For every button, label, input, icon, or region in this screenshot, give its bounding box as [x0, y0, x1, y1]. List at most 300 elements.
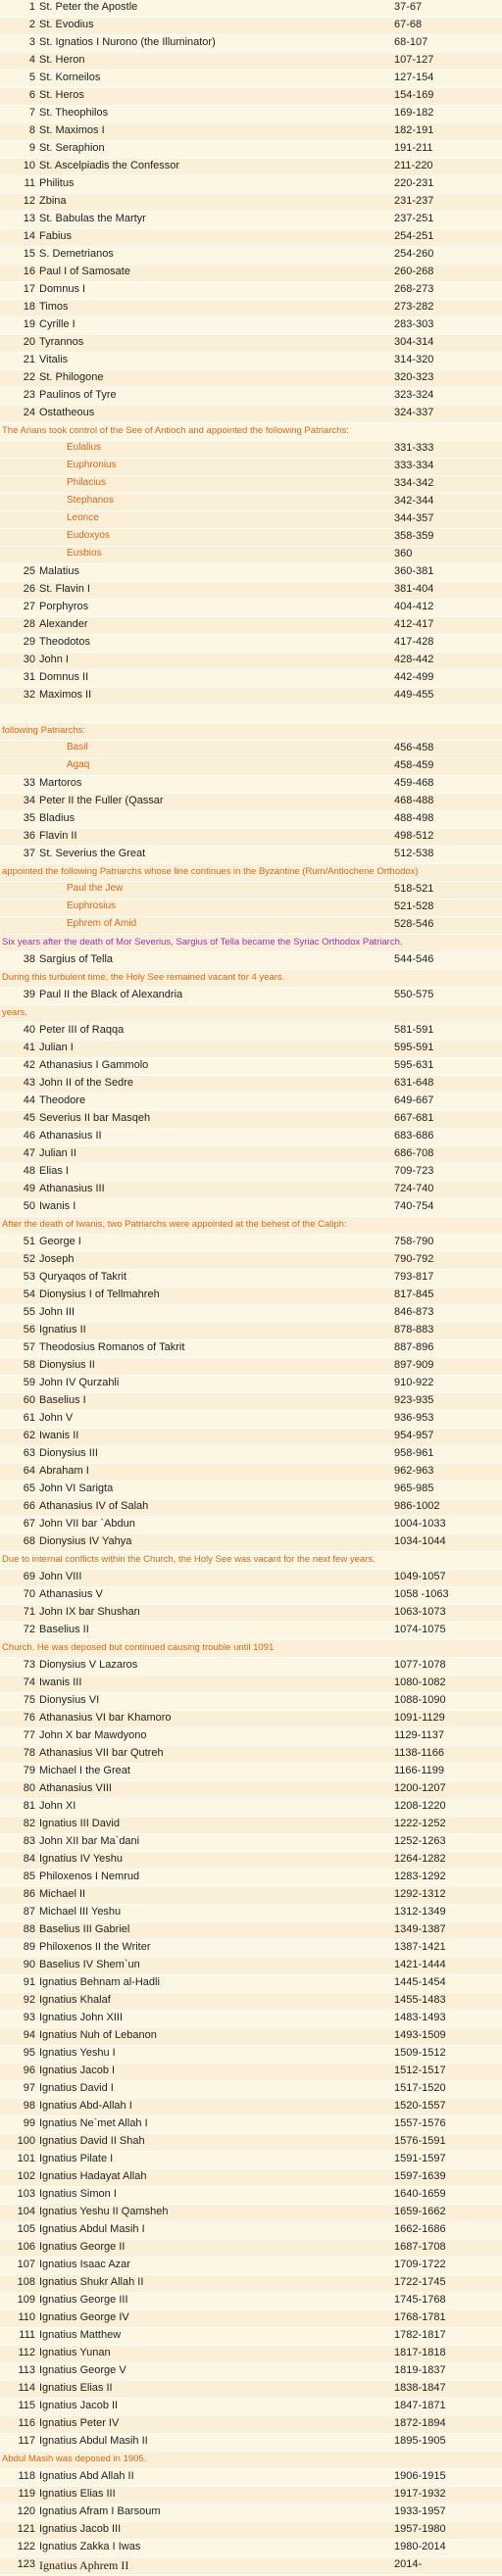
- patriarch-years: 1208-1220: [394, 1800, 446, 1812]
- table-row: [0, 300, 502, 317]
- patriarch-number: 26: [23, 583, 35, 595]
- patriarch-name: Iwanis I: [39, 1200, 76, 1212]
- patriarch-number: 67: [23, 1518, 35, 1530]
- table-row: [0, 2416, 502, 2434]
- patriarch-years: 1980-2014: [394, 2541, 446, 2552]
- table-row: [0, 2328, 502, 2346]
- table-row: [0, 2557, 502, 2575]
- patriarch-number: 96: [23, 2065, 35, 2076]
- patriarch-years: 1283-1292: [394, 1871, 446, 1882]
- table-row: [0, 1129, 502, 1146]
- table-row: [0, 1517, 502, 1534]
- table-row: [0, 1323, 502, 1340]
- patriarch-number: 54: [23, 1288, 35, 1300]
- table-row: [0, 2011, 502, 2028]
- patriarch-number: 68: [23, 1535, 35, 1547]
- rival-patriarch-name: Euphronius: [67, 460, 117, 470]
- patriarch-years: 1077-1078: [394, 1659, 446, 1671]
- patriarch-years: 1222-1252: [394, 1818, 446, 1829]
- patriarch-name: St. Heros: [39, 89, 84, 101]
- patriarch-name: Athanasius I Gammolo: [39, 1059, 149, 1071]
- history-note: Abdul Masih was deposed in 1905.: [2, 2454, 147, 2464]
- patriarch-name: John III: [39, 1306, 75, 1318]
- patriarch-years: 1292-1312: [394, 1888, 446, 1900]
- rival-patriarch-name: Stephanos: [67, 495, 114, 506]
- patriarch-number: 1: [28, 1, 35, 13]
- patriarch-name: Athanasius VII bar Qutreh: [39, 1747, 164, 1759]
- rival-patriarch-row: [0, 441, 502, 459]
- table-row: [0, 2540, 502, 2557]
- table-row: [0, 847, 502, 864]
- patriarch-number: 74: [23, 1677, 35, 1688]
- patriarch-number: 35: [23, 812, 35, 824]
- rival-patriarch-years: 518-521: [394, 883, 434, 895]
- table-row: [0, 1728, 502, 1746]
- history-note-row: [0, 2452, 502, 2469]
- patriarch-years: 910-922: [394, 1377, 434, 1388]
- table-row: [0, 265, 502, 282]
- table-row: [0, 617, 502, 635]
- table-row: [0, 1499, 502, 1517]
- patriarch-years: 878-883: [394, 1324, 434, 1336]
- patriarch-name: Zbina: [39, 195, 67, 207]
- patriarch-number: 50: [23, 1200, 35, 1212]
- patriarch-years: 1597-1639: [394, 2170, 446, 2182]
- patriarch-name: Ignatius Abd Allah II: [39, 2470, 134, 2482]
- patriarch-name: Ignatius Peter IV: [39, 2417, 120, 2429]
- patriarch-number: 60: [23, 1394, 35, 1406]
- patriarch-number: 7: [28, 107, 35, 119]
- table-row: [0, 1764, 502, 1781]
- patriarch-years: 37-67: [394, 1, 423, 13]
- patriarch-years: 1819-1837: [394, 2364, 446, 2376]
- patriarch-years: 1455-1483: [394, 1994, 446, 2006]
- patriarch-years: 1817-1818: [394, 2347, 446, 2358]
- table-row: [0, 1182, 502, 1199]
- rival-patriarch-name: Agaq: [67, 759, 90, 770]
- table-row: [0, 212, 502, 229]
- patriarch-name: Iwanis II: [39, 1430, 79, 1441]
- patriarch-number: 98: [23, 2100, 35, 2112]
- patriarch-years: 107-127: [394, 54, 434, 66]
- patriarch-name: Ignatius Hadayat Allah: [39, 2170, 147, 2182]
- patriarch-years: 686-708: [394, 1147, 434, 1159]
- table-row: [0, 2346, 502, 2363]
- patriarch-years: 260-268: [394, 266, 434, 277]
- patriarch-number: 38: [23, 953, 35, 965]
- patriarch-years: 1591-1597: [394, 2153, 446, 2164]
- patriarch-number: 13: [23, 213, 35, 224]
- patriarch-name: Ignatius Khalaf: [39, 1994, 111, 2006]
- patriarch-number: 94: [23, 2029, 35, 2041]
- patriarch-years: 442-499: [394, 671, 434, 683]
- table-row: [0, 1376, 502, 1393]
- patriarch-name: St. Heron: [39, 54, 85, 66]
- patriarch-years: 1004-1033: [394, 1518, 446, 1530]
- patriarch-years: 268-273: [394, 283, 434, 295]
- patriarch-name: Baselius III Gabriel: [39, 1923, 130, 1935]
- patriarch-years: 1493-1509: [394, 2029, 446, 2041]
- patriarch-number: 14: [23, 230, 35, 242]
- patriarch-name: St. Korneilos: [39, 72, 101, 83]
- patriarch-number: 43: [23, 1077, 35, 1089]
- patriarch-name: Ignatius II: [39, 1324, 86, 1336]
- table-row: [0, 176, 502, 194]
- patriarch-number: 78: [23, 1747, 35, 1759]
- patriarch-number: 8: [28, 124, 35, 136]
- patriarch-number: 69: [23, 1571, 35, 1582]
- patriarch-name: Ignatius Nuh of Lebanon: [39, 2029, 157, 2041]
- patriarch-name: Ignatius Isaac Azar: [39, 2259, 130, 2270]
- rival-patriarch-row: [0, 476, 502, 494]
- rival-patriarch-row: [0, 882, 502, 899]
- patriarch-years: 631-648: [394, 1077, 434, 1089]
- patriarch-name: Baselius I: [39, 1394, 86, 1406]
- patriarch-years: 1483-1493: [394, 2012, 446, 2023]
- patriarch-name: Ignatius Pilate I: [39, 2153, 114, 2164]
- patriarch-years: 1687-1708: [394, 2241, 446, 2253]
- patriarch-number: 119: [18, 2488, 35, 2500]
- table-row: [0, 1111, 502, 1129]
- patriarch-number: 34: [23, 795, 35, 806]
- patriarch-name: Paulinos of Tyre: [39, 389, 117, 401]
- history-note: After the death of Iwanis, two Patriarchs were appointed at the behest of the Caliph:: [2, 1219, 347, 1230]
- patriarch-number: 15: [23, 248, 35, 260]
- table-row: [0, 1905, 502, 1922]
- patriarch-years: 182-191: [394, 124, 434, 136]
- rival-patriarch-years: 360: [394, 548, 413, 559]
- table-row: [0, 1975, 502, 1993]
- patriarch-years: 237-251: [394, 213, 434, 224]
- patriarch-name: Peter III of Raqqa: [39, 1024, 125, 1036]
- patriarch-name: George I: [39, 1236, 81, 1247]
- table-row: [0, 1358, 502, 1376]
- patriarch-years: 1387-1421: [394, 1941, 446, 1953]
- table-row: [0, 2381, 502, 2399]
- patriarch-name: Dionysius V Lazaros: [39, 1659, 138, 1671]
- patriarch-number: 6: [28, 89, 35, 101]
- patriarch-years: 1659-1662: [394, 2206, 446, 2217]
- patriarch-name: Abraham I: [39, 1465, 89, 1477]
- table-row: [0, 811, 502, 829]
- patriarch-number: 55: [23, 1306, 35, 1318]
- patriarch-years: 544-546: [394, 953, 434, 965]
- patriarch-name: Athanasius II: [39, 1130, 102, 1142]
- table-row: [0, 1693, 502, 1711]
- patriarch-name: Ignatius Simon I: [39, 2188, 117, 2200]
- patriarch-name: S. Demetrianos: [39, 248, 114, 260]
- patriarch-years: 220-231: [394, 177, 434, 189]
- patriarch-name: Dionysius IV Yahya: [39, 1535, 132, 1547]
- rival-patriarch-years: 342-344: [394, 495, 434, 507]
- table-row: [0, 88, 502, 106]
- table-row: [0, 2399, 502, 2416]
- patriarch-number: 82: [23, 1818, 35, 1829]
- patriarch-name: St. Babulas the Martyr: [39, 213, 146, 224]
- patriarch-number: 111: [19, 2329, 35, 2341]
- patriarch-name: Baselius IV Shem`un: [39, 1959, 140, 1970]
- patriarch-name: John IX bar Shushan: [39, 1606, 140, 1618]
- patriarch-name: Ignatius George IV: [39, 2311, 129, 2323]
- patriarch-name: Cyrille I: [39, 318, 75, 330]
- rival-patriarch-name: Ephrem of Amid: [67, 918, 137, 929]
- patriarch-number: 105: [17, 2223, 35, 2235]
- table-row: [0, 2275, 502, 2293]
- patriarch-name: Michael III Yeshu: [39, 1906, 122, 1918]
- patriarch-name: Ignatius George III: [39, 2294, 128, 2306]
- history-note: During this turbulent time, the Holy See remained vacant for 4 years.: [2, 972, 285, 983]
- rival-patriarch-row: [0, 741, 502, 758]
- patriarch-years: 412-417: [394, 618, 434, 630]
- patriarch-number: 44: [23, 1094, 35, 1106]
- patriarch-number: 46: [23, 1130, 35, 1142]
- rival-patriarch-name: Philacius: [67, 477, 107, 488]
- patriarch-name: St. Ignatios I Nurono (the Illuminator): [39, 36, 216, 48]
- patriarch-name: Michael I the Great: [39, 1765, 130, 1776]
- patriarch-number: 61: [23, 1412, 35, 1424]
- patriarch-years: 323-324: [394, 389, 434, 401]
- patriarch-name: Michael II: [39, 1888, 86, 1900]
- patriarch-number: 58: [23, 1359, 35, 1371]
- table-row: [0, 2152, 502, 2169]
- table-row: [0, 688, 502, 705]
- patriarch-number: 71: [23, 1606, 35, 1618]
- patriarch-years: 488-498: [394, 812, 434, 824]
- patriarch-years: 1129-1137: [394, 1729, 444, 1741]
- patriarch-name: Timos: [39, 301, 69, 313]
- history-note-row: [0, 1640, 502, 1658]
- patriarch-number: 22: [23, 371, 35, 383]
- patriarch-years: 1917-1932: [394, 2488, 446, 2500]
- patriarch-years: 417-428: [394, 636, 434, 648]
- patriarch-number: 83: [23, 1835, 35, 1847]
- blank-row: [0, 705, 502, 723]
- patriarch-years: 381-404: [394, 583, 434, 595]
- patriarch-years: 1445-1454: [394, 1976, 446, 1988]
- table-row: [0, 2258, 502, 2275]
- patriarch-years: 846-873: [394, 1306, 434, 1318]
- table-row: [0, 1464, 502, 1482]
- patriarch-number: 102: [17, 2170, 35, 2182]
- patriarch-years: 1662-1686: [394, 2223, 446, 2235]
- patriarch-name: John V: [39, 1412, 74, 1424]
- history-note-row: [0, 935, 502, 952]
- patriarch-number: 117: [18, 2435, 35, 2447]
- patriarch-years: 273-282: [394, 301, 434, 313]
- patriarch-name: Malatius: [39, 565, 79, 577]
- rival-patriarch-years: 521-528: [394, 900, 434, 912]
- patriarch-number: 89: [23, 1941, 35, 1953]
- patriarch-number: 100: [17, 2135, 35, 2147]
- patriarch-years: 649-667: [394, 1094, 434, 1106]
- table-row: [0, 2205, 502, 2222]
- table-row: [0, 2293, 502, 2310]
- patriarch-name: Theodosius Romanos of Takrit: [39, 1341, 185, 1353]
- patriarch-number: 42: [23, 1059, 35, 1071]
- patriarch-number: 66: [23, 1500, 35, 1512]
- table-row: [0, 1870, 502, 1887]
- history-note: Due to internal conflicts within the Church, the Holy See was vacant for the next few years.: [2, 1554, 376, 1565]
- patriarch-number: 109: [17, 2294, 35, 2306]
- patriarch-name: Ignatius Yeshu I: [39, 2047, 116, 2059]
- rival-patriarch-row: [0, 917, 502, 935]
- patriarch-number: 116: [18, 2417, 35, 2429]
- patriarch-years: 324-337: [394, 407, 434, 418]
- patriarch-number: 95: [23, 2047, 35, 2059]
- table-row: [0, 1993, 502, 2011]
- table-row: [0, 1199, 502, 1217]
- patriarch-name: Paul II the Black of Alexandria: [39, 989, 183, 1000]
- patriarch-name: Theodotos: [39, 636, 90, 648]
- patriarch-number: 32: [23, 689, 35, 701]
- patriarch-number: 114: [18, 2382, 35, 2394]
- patriarch-years: 1049-1057: [394, 1571, 446, 1582]
- table-row: [0, 106, 502, 123]
- rival-patriarch-row: [0, 459, 502, 476]
- table-row: [0, 1411, 502, 1429]
- patriarch-number: 110: [18, 2311, 35, 2323]
- rival-patriarch-name: Eusbios: [67, 548, 102, 559]
- table-row: [0, 35, 502, 53]
- patriarch-number: 104: [17, 2206, 35, 2217]
- patriarch-name: Theodore: [39, 1094, 86, 1106]
- table-row: [0, 1834, 502, 1852]
- table-row: [0, 1482, 502, 1499]
- patriarch-number: 123: [17, 2558, 35, 2570]
- patriarch-number: 21: [23, 354, 35, 365]
- table-row: [0, 282, 502, 300]
- table-row: [0, 1658, 502, 1676]
- patriarch-name: Sargius of Tella: [39, 953, 114, 965]
- patriarch-number: 76: [23, 1712, 35, 1724]
- history-note-row: [0, 723, 502, 741]
- patriarch-years: 709-723: [394, 1165, 434, 1177]
- table-row: [0, 1164, 502, 1182]
- patriarch-number: 81: [23, 1800, 35, 1812]
- table-row: [0, 2187, 502, 2205]
- patriarch-name: St. Maximos I: [39, 124, 105, 136]
- patriarch-number: 115: [18, 2400, 35, 2411]
- patriarch-number: 112: [18, 2347, 35, 2358]
- table-row: [0, 952, 502, 970]
- patriarch-number: 87: [23, 1906, 35, 1918]
- patriarch-years: 283-303: [394, 318, 434, 330]
- patriarch-years: 1838-1847: [394, 2382, 446, 2394]
- patriarch-name: Ignatius III David: [39, 1818, 120, 1829]
- rival-patriarch-row: [0, 494, 502, 511]
- patriarch-name: Ignatius Abd-Allah I: [39, 2100, 132, 2112]
- patriarch-number: 77: [23, 1729, 35, 1741]
- patriarch-years: 449-455: [394, 689, 434, 701]
- patriarch-years: 550-575: [394, 989, 434, 1000]
- table-row: [0, 123, 502, 141]
- patriarch-number: 5: [28, 72, 35, 83]
- table-row: [0, 2169, 502, 2187]
- rival-patriarch-name: Leonce: [67, 512, 99, 523]
- patriarch-number: 19: [23, 318, 35, 330]
- patriarch-name: Ignatius Aphrem II: [39, 2558, 129, 2572]
- rival-patriarch-row: [0, 547, 502, 564]
- patriarch-name: Quryaqos of Takrit: [39, 1271, 127, 1283]
- table-row: [0, 370, 502, 388]
- table-row: [0, 564, 502, 582]
- history-note: following Patriarchs:: [2, 725, 86, 736]
- table-row: [0, 1534, 502, 1552]
- patriarch-name: John VIII: [39, 1571, 82, 1582]
- history-note: The Arians took control of the See of Antioch and appointed the following Patriarchs:: [2, 425, 349, 436]
- patriarch-number: 86: [23, 1888, 35, 1900]
- patriarch-number: 12: [23, 195, 35, 207]
- patriarch-number: 88: [23, 1923, 35, 1935]
- patriarch-years: 254-260: [394, 248, 434, 260]
- patriarch-name: Ostatheous: [39, 407, 95, 418]
- history-note: years.: [2, 1007, 27, 1018]
- rival-patriarch-years: 333-334: [394, 460, 434, 471]
- patriarch-number: 52: [23, 1253, 35, 1265]
- rival-patriarch-name: Eulalius: [67, 442, 102, 453]
- patriarch-name: Ignatius Abdul Masih II: [39, 2435, 148, 2447]
- table-row: [0, 600, 502, 617]
- patriarch-years: 1895-1905: [394, 2435, 446, 2447]
- patriarch-years: 923-935: [394, 1394, 434, 1406]
- table-row: [0, 1623, 502, 1640]
- table-row: [0, 2240, 502, 2258]
- table-row: [0, 1041, 502, 1058]
- table-row: [0, 353, 502, 370]
- history-note-row: [0, 423, 502, 441]
- patriarch-number: 47: [23, 1147, 35, 1159]
- patriarch-years: 68-107: [394, 36, 428, 48]
- patriarch-number: 56: [23, 1324, 35, 1336]
- patriarch-number: 10: [23, 160, 35, 171]
- patriarch-years: 954-957: [394, 1430, 434, 1441]
- patriarch-name: Ignatius John XIII: [39, 2012, 123, 2023]
- table-row: [0, 1305, 502, 1323]
- patriarch-years: 459-468: [394, 777, 434, 789]
- patriarch-number: 29: [23, 636, 35, 648]
- table-row: [0, 2116, 502, 2134]
- patriarch-number: 9: [28, 142, 35, 154]
- patriarch-years: 1847-1871: [394, 2400, 446, 2411]
- patriarch-name: Ignatius Jacob I: [39, 2065, 116, 2076]
- table-row: [0, 2310, 502, 2328]
- patriarch-number: 4: [28, 54, 35, 66]
- table-row: [0, 1252, 502, 1270]
- rival-patriarch-row: [0, 899, 502, 917]
- patriarch-years: 1058 -1063: [394, 1588, 449, 1600]
- patriarch-years: 1768-1781: [394, 2311, 446, 2323]
- history-note: Church. He was deposed but continued causing trouble until 1091: [2, 1642, 275, 1653]
- patriarch-years: 1957-1980: [394, 2523, 446, 2535]
- patriarch-years: 498-512: [394, 830, 434, 842]
- history-note-row: [0, 1217, 502, 1235]
- patriarch-number: 90: [23, 1959, 35, 1970]
- rival-patriarch-name: Basil: [67, 742, 88, 753]
- patriarch-name: Paul I of Samosate: [39, 266, 130, 277]
- patriarch-name: Iwanis III: [39, 1677, 82, 1688]
- patriarch-number: 99: [23, 2117, 35, 2129]
- patriarch-number: 31: [23, 671, 35, 683]
- table-row: [0, 194, 502, 212]
- patriarch-years: 958-961: [394, 1447, 434, 1459]
- patriarch-years: 724-740: [394, 1183, 434, 1194]
- patriarch-years: 581-591: [394, 1024, 434, 1036]
- patriarch-name: Ignatius Zakka I Iwas: [39, 2541, 141, 2552]
- table-row: [0, 2134, 502, 2152]
- patriarch-name: Dionysius I of Tellmahreh: [39, 1288, 160, 1300]
- patriarch-years: 1933-1957: [394, 2505, 446, 2517]
- patriarch-number: 101: [17, 2153, 35, 2164]
